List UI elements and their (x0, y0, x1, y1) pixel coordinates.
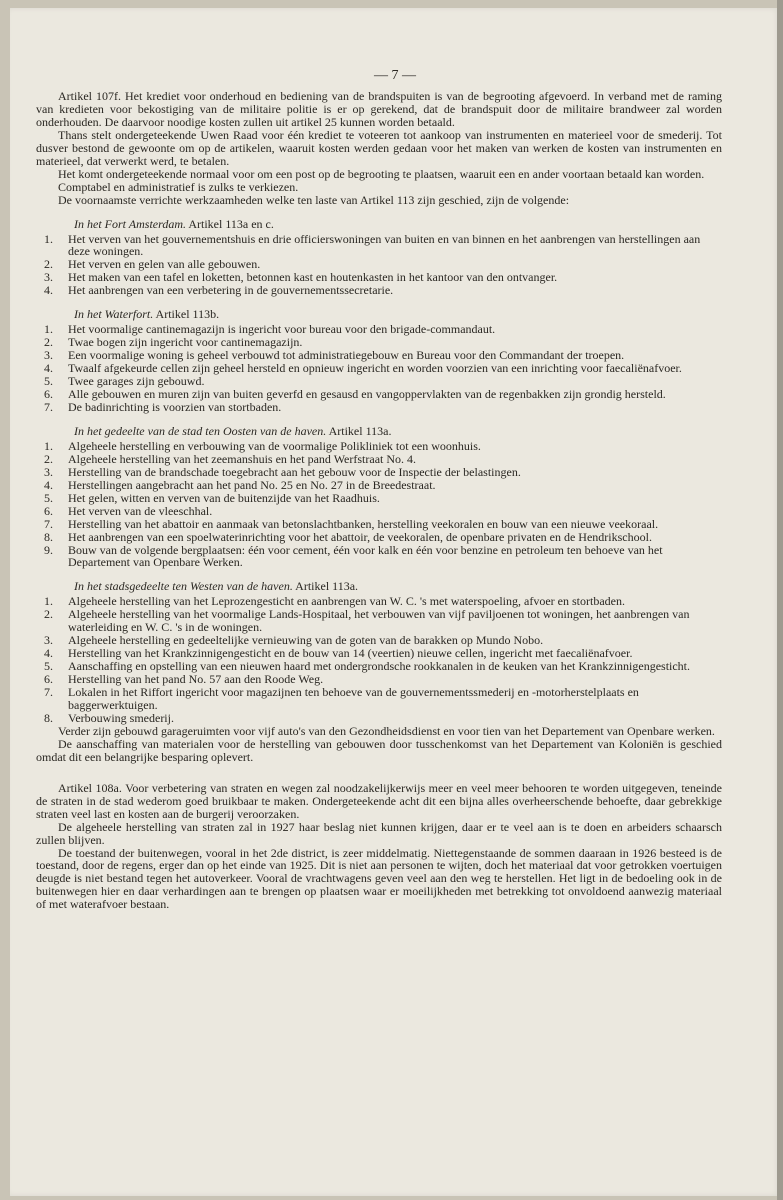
item-list (36, 323, 722, 414)
paragraph: De toestand der buitenwegen, vooral in het 2de district, is zeer middelmatig. Niettegenstaande de sommen daaraan in 1926 besteed is de toestand, door de regens, erger dan op het einde van 1925. Dit is niet aan personen te wijten, doch het materiaal dat voor getrokken voertuigen deugde is niet bestand tegen het autoverkeer. Vooral de vrachtwagens geven veel aan den weg te herstellen. Het ligt in de bedoeling ook in de buitenwegen hier en daar verhardingen aan te brengen op plaatsen waar er moeilijkheden met betrekking tot onvoldoend aanwezig materiaal of met waterafvoer bestaan. (36, 845, 722, 912)
paragraph: Verder zijn gebouwd garageruimten voor vijf auto's van den Gezondheidsdienst en voor tien van het Departement van Openbare werken. (58, 723, 715, 738)
document-body (36, 90, 722, 911)
list-item: 6. Herstelling van het pand No. 57 aan den Roode Weg. (44, 672, 324, 687)
scan-edge (777, 0, 783, 1200)
section-heading: In het stadsgedeelte ten Westen van de haven. Artikel 113a. (74, 579, 359, 594)
list-item: 2. Twae bogen zijn ingericht voor cantinemagazijn. (44, 335, 303, 350)
paragraph: De algeheele herstelling van straten zal in 1927 haar beslag niet kunnen krijgen, daar er te veel aan is te doen en arbeiders schaarsch zullen blijven. (36, 819, 722, 847)
item-list (36, 595, 722, 725)
item-list (36, 233, 722, 298)
paragraph: Het komt ondergeteekende normaal voor om een post op de begrooting te plaatsen, waaruit een en ander voortaan betaald kan worden. (58, 166, 705, 181)
list-item: 4. Twaalf afgekeurde cellen zijn geheel hersteld en opnieuw ingericht en worden voorzien van een inrichting voor faecaliënafvoer. (44, 361, 682, 376)
list-item: 5. Aanschaffing en opstelling van een nieuwen haard met ondergrondsche rookkanalen in de keuken van het Krankzinnigengesticht. (44, 659, 691, 674)
list-item: 2. Het verven en gelen van alle gebouwen. (44, 257, 261, 272)
paragraph: Thans stelt ondergeteekende Uwen Raad voor één krediet te voteeren tot aankoop van instrumenten en materieel voor de smederij. Tot dusver bestond de gewoonte om op de artikelen, waaruit kosten werden gedaan voor het maken van werken de kosten van instrumenten en materieel, dat verwerkt werd, te betalen. (36, 127, 722, 168)
list-item: 7. De badinrichting is voorzien van stortbaden. (44, 399, 282, 414)
paragraph: De voornaamste verrichte werkzaamheden welke ten laste van Artikel 113 zijn geschied, zijn de volgende: (58, 192, 570, 207)
list-item: 6. Het verven van de vleeschhal. (44, 503, 213, 518)
section-heading: In het Fort Amsterdam. Artikel 113a en c. (74, 216, 274, 231)
list-item: 2. Algeheele herstelling van het zeemanshuis en het pand Werfstraat No. 4. (44, 451, 417, 466)
paragraph: De aanschaffing van materialen voor de herstelling van gebouwen door tusschenkomst van het Departement van Koloniën is geschied omdat dit een belangrijke besparing oplevert. (36, 736, 722, 764)
list-item: 1. Algeheele herstelling en verbouwing van de voormalige Polikliniek tot een woonhuis. (44, 438, 481, 453)
list-item: 4. Het aanbrengen van een verbetering in de gouvernementssecretarie. (44, 283, 394, 298)
paragraph: Comptabel en administratief is zulks te verkiezen. (58, 179, 299, 194)
list-item: 8. Verbouwing smederij. (44, 710, 174, 725)
list-item: 1. Het voormalige cantinemagazijn is ingericht voor bureau voor den brigade-commandaut. (44, 322, 496, 337)
paragraph: Artikel 107f. Het krediet voor onderhoud en bediening van de brandspuiten is van de begrooting afgevoerd. In verband met de raming van kredieten voor bekostiging van de militaire politie is er op gerekend, dat de brandspuit door de militaire brandweer zal worden onderhouden. De daarvoor noodige kosten zullen uit artikel 25 kunnen worden betaald. (36, 89, 722, 129)
list-item: 5. Twee garages zijn gebouwd. (44, 374, 205, 389)
list-item: 8. Het aanbrengen van een spoelwaterinrichting voor het abattoir, de veekoralen, de openbare privaten en de Hendrikschool. (44, 529, 652, 544)
page-number: — 7 — (374, 68, 416, 83)
list-item: 1. Het verven van het gouvernementshuis en drie officierswoningen van buiten en van binnen en het aanbrengen van herstellingen aan deze woningen. (44, 231, 701, 259)
list-item: 3. Herstelling van de brandschade toegebracht aan het gebouw voor de Inspectie der belastingen. (44, 464, 521, 479)
list-item: 5. Het gelen, witten en verven van de buitenzijde van het Raadhuis. (44, 490, 380, 505)
list-item: 7. Herstelling van het abattoir en aanmaak van betonslachtbanken, herstelling veekoralen en bouw van een nieuwe veekoraal. (44, 516, 659, 531)
list-item: 2. Algeheele herstelling van het voormalige Lands-Hospitaal, het verbouwen van vijf paviljoenen tot woningen, het aanbrengen van waterleiding en W. C. 's in de woningen. (44, 607, 690, 635)
section-heading: In het gedeelte van de stad ten Oosten van de haven. Artikel 113a. (74, 423, 392, 438)
list-item: 9. Bouw van de volgende bergplaatsen: één voor cement, één voor kalk en één voor benzine en petroleum ten behoeve van het Departement van Openbare Werken. (44, 542, 663, 570)
list-item: 3. Algeheele herstelling en gedeeltelijke vernieuwing van de goten van de barakken op Mundo Nobo. (44, 633, 544, 648)
list-item: 3. Het maken van een tafel en loketten, betonnen kast en houtenkasten in het kantoor van den ontvanger. (44, 270, 558, 285)
section-heading: In het Waterfort. Artikel 113b. (74, 307, 220, 322)
list-item: 6. Alle gebouwen en muren zijn van buiten geverfd en gesausd en vangoppervlakten van de regenbakken zijn grondig hersteld. (44, 387, 666, 402)
list-item: 3. Een voormalige woning is geheel verbouwd tot administratiegebouw en Bureau voor den Commandant der troepen. (44, 348, 625, 363)
list-item: 4. Herstellingen aangebracht aan het pand No. 25 en No. 27 in de Breedestraat. (44, 477, 436, 492)
item-list (36, 440, 722, 570)
list-item: 7. Lokalen in het Riffort ingericht voor magazijnen ten behoeve van de gouvernementssmederij en -motorherstelplaats en baggerwerktuigen. (44, 685, 639, 712)
list-item: 1. Algeheele herstelling van het Leprozengesticht en aanbrengen van W. C. 's met waterspoeling, afvoer en stortbaden. (44, 594, 625, 609)
document-page (10, 8, 780, 1196)
list-item: 4. Herstelling van het Krankzinnigengesticht en de bouw van 14 (veertien) nieuwe cellen, ingericht met faecaliënafvoer. (44, 646, 633, 661)
paragraph: Artikel 108a. Voor verbetering van straten en wegen zal noodzakelijkerwijs meer en veel meer behooren te worden uitgegeven, teneinde de straten in de stad wederom goed bruikbaar te maken. Ondergeteekende acht dit een bijna alles overheerschende behoefte, daar gebrekkige straten veel last en kosten aan de burgerij veroorzaken. (36, 780, 722, 821)
